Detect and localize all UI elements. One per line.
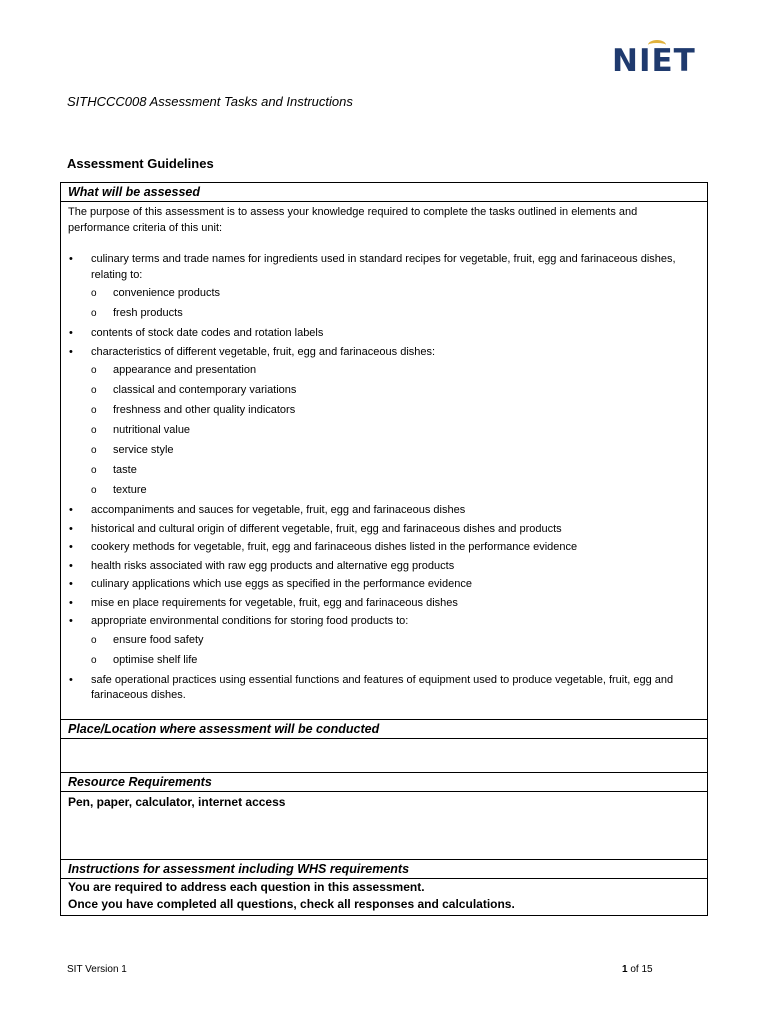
criteria-item-text: safe operational practices using essential functions and features of equipment used to produce vegetable, fruit, egg and farinaceous dishes. [91,673,674,701]
criteria-item [68,345,700,499]
criteria-subitem: o classical and contemporary variations [91,383,700,399]
criteria-subitem: o ensure food safety [91,633,700,649]
criteria-item [68,326,700,342]
criteria-item-text: accompaniments and sauces for vegetable, fruit, egg and farinaceous dishes [91,504,466,516]
assessed-content [61,202,708,720]
criteria-subitem: o nutritional value [91,423,700,439]
resource-value: Pen, paper, calculator, internet access [61,791,708,859]
criteria-item-text: appropriate environmental conditions for storing food products to: [91,615,409,627]
criteria-sublist [91,286,700,322]
criteria-item [68,577,700,593]
instruction-line: You are required to address each question in this assessment. [68,879,425,894]
instructions-content [61,878,708,915]
criteria-item-text: culinary terms and trade names for ingredients used in standard recipes for vegetable, fruit, egg and farinaceous dishes, relating to: [91,253,676,281]
resource-header: Resource Requirements [61,772,708,791]
criteria-sublist [91,633,700,669]
instructions-header: Instructions for assessment including WHS requirements [61,859,708,878]
criteria-item-text: culinary applications which use eggs as specified in the performance evidence [91,578,472,590]
criteria-item [68,596,700,612]
criteria-list [68,252,700,704]
location-value [61,738,708,772]
logo-text: NIET [612,43,696,79]
criteria-item [68,503,700,519]
assessment-guidelines-table [60,182,708,916]
criteria-item-text: mise en place requirements for vegetable, fruit, egg and farinaceous dishes [91,596,458,609]
criteria-subitem: o appearance and presentation [91,363,700,379]
criteria-item-text: characteristics of different vegetable, fruit, egg and farinaceous dishes: [91,345,436,358]
criteria-item [68,614,700,668]
criteria-subitem: o fresh products [91,306,700,322]
criteria-subitem: o convenience products [91,286,700,302]
niet-logo [612,40,702,80]
assessed-header: What will be assessed [61,183,708,202]
instruction-line: Once you have completed all questions, check all responses and calculations. [68,896,515,911]
page-current: 1 [622,964,628,975]
section-title: Assessment Guidelines [67,156,214,171]
footer-page-number [622,964,653,975]
criteria-subitem: o service style [91,443,700,459]
purpose-text: The purpose of this assessment is to assess your knowledge required to complete the tasks outlined in elements and performance criteria of this unit: [68,206,638,234]
location-header: Place/Location where assessment will be conducted [61,719,708,738]
document-title: SITHCCC008 Assessment Tasks and Instructions [67,94,353,109]
criteria-item-text: cookery methods for vegetable, fruit, egg and farinaceous dishes listed in the performance evidence [91,541,578,553]
criteria-sublist [91,363,700,499]
criteria-item-text: historical and cultural origin of different vegetable, fruit, egg and farinaceous dishes and products [91,522,562,535]
criteria-item-text: contents of stock date codes and rotation labels [91,327,324,339]
criteria-item [68,559,700,575]
criteria-subitem: o freshness and other quality indicators [91,403,700,419]
criteria-item [68,252,700,322]
criteria-item [68,673,700,704]
footer-version: SIT Version 1 [67,964,127,975]
page-of: of 15 [630,964,653,975]
criteria-item-text: health risks associated with raw egg products and alternative egg products [91,559,455,572]
criteria-subitem: o taste [91,463,700,479]
criteria-item [68,540,700,556]
criteria-item [68,522,700,538]
criteria-subitem: o optimise shelf life [91,653,700,669]
criteria-subitem: o texture [91,483,700,499]
